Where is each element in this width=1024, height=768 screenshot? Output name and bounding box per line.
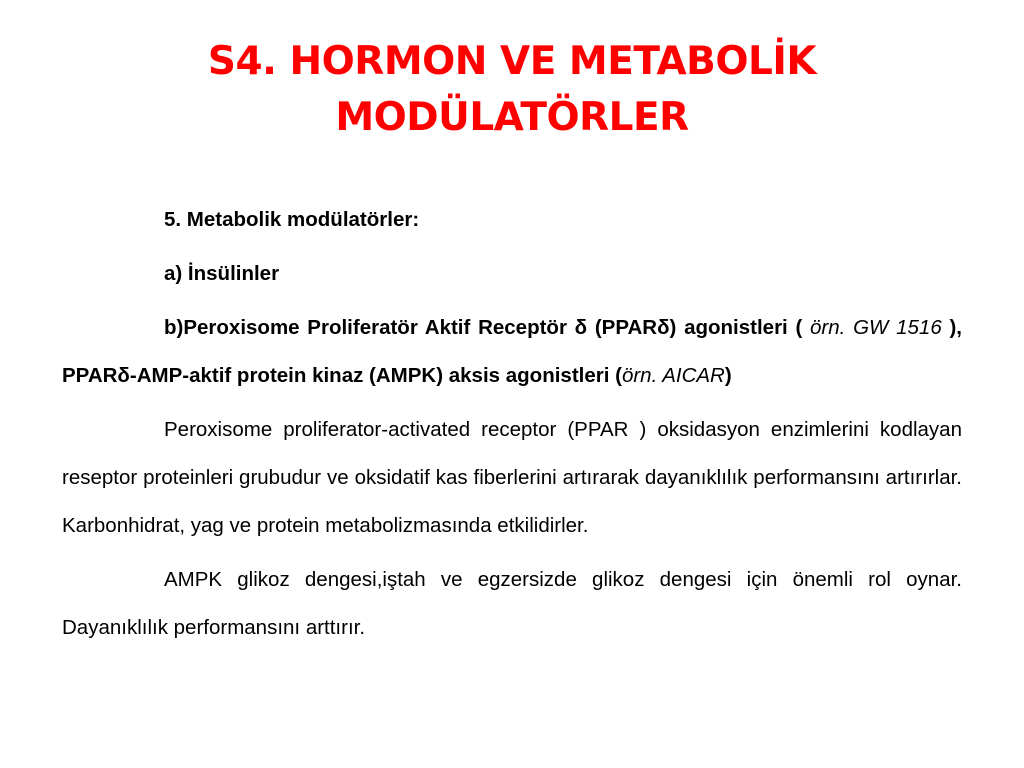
- list-item-b-example-1: örn. GW 1516: [810, 316, 942, 339]
- list-item-b-example-2: örn. AICAR: [621, 364, 725, 387]
- slide-title: [60, 34, 964, 146]
- slide-title-line-2: MODÜLATÖRLER: [335, 95, 689, 140]
- slide-body: [62, 196, 962, 652]
- list-item-b: [62, 304, 962, 400]
- slide-title-line-1: S4. HORMON VE METABOLİK: [207, 39, 817, 84]
- list-item-a: a) İnsülinler: [164, 262, 280, 285]
- paragraph-ampk: AMPK glikoz dengesi,iştah ve egzersizde glikoz dengesi için önemli rol oynar. Dayanıklılık performansını arttırır.: [62, 568, 962, 639]
- list-item-b-text-1: b)Peroxisome Proliferatör Aktif Receptör δ (PPARδ) agonistleri (: [164, 316, 811, 339]
- list-item-b-text-3: ): [724, 364, 732, 387]
- paragraph-ppar: Peroxisome proliferator-activated receptor (PPAR ) oksidasyon enzimlerini kodlayan reseptor proteinleri grubudur ve oksidatif kas fiberlerini artırarak dayanıklılık performansını artırırlar. Karbonhidrat, yag ve protein metabolizmasında etkilidirler.: [62, 418, 962, 537]
- list-item-b-text-2: ), PPARδ-AMP-aktif protein kinaz (AMPK) aksis agonistleri (: [62, 316, 962, 387]
- section-heading: 5. Metabolik modülatörler:: [164, 208, 420, 231]
